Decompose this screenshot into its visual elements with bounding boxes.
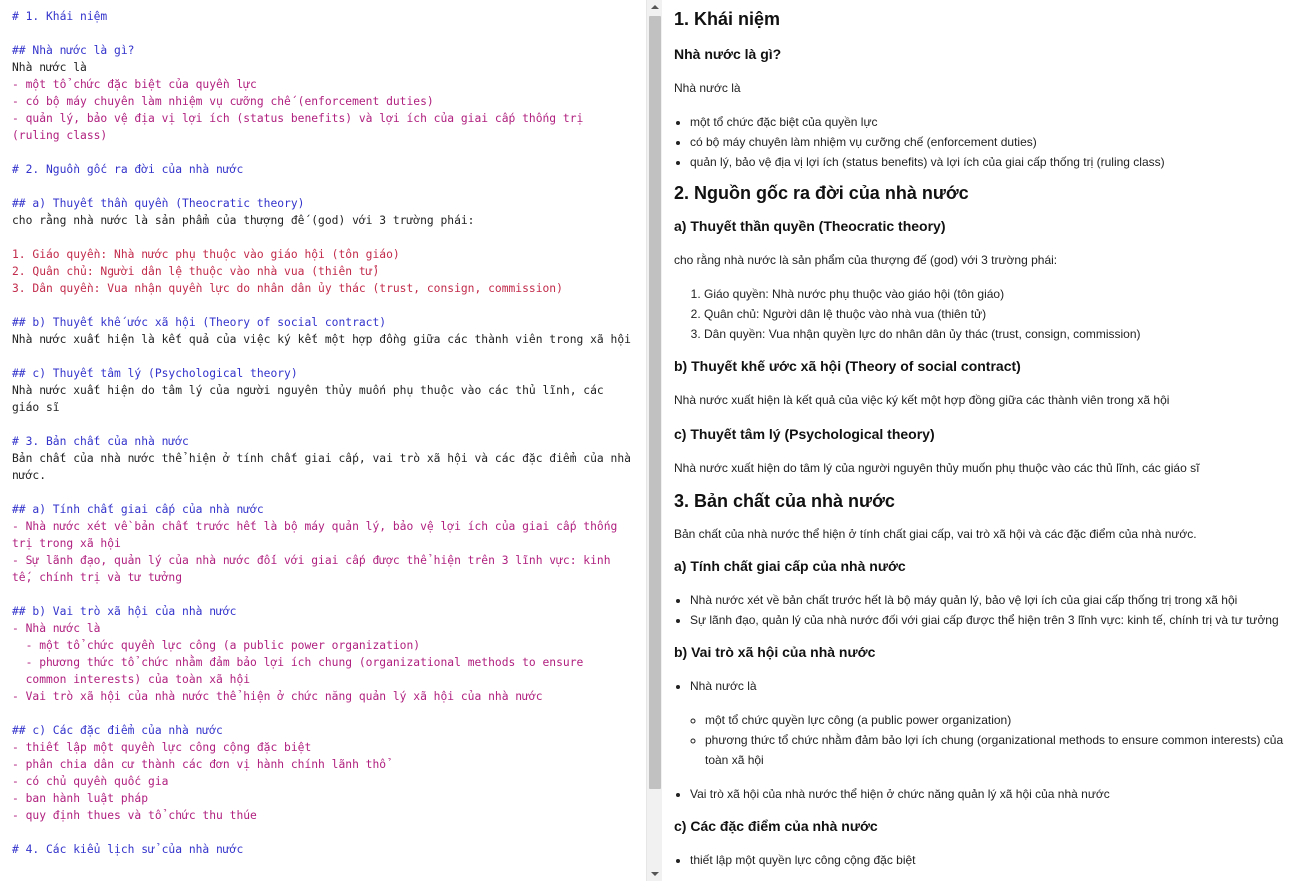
list-item: 1. Giáo quyền: Nhà nước phụ thuộc vào giáo hội (tôn giáo): [704, 284, 1296, 304]
editor-line[interactable]: - Nhà nước là: [12, 622, 101, 635]
preview-heading-2: a) Thuyết thần quyền (Theocratic theory): [674, 218, 946, 234]
triangle-up-icon: [651, 5, 659, 9]
markdown-editor[interactable]: [0, 0, 646, 881]
list-item: • Vai trò xã hội của nhà nước thể hiện ở chức năng quản lý xã hội của nhà nước: [690, 784, 1296, 804]
preview-sublist: [690, 710, 1296, 770]
editor-line[interactable]: - Nhà nước xét về bản chất trước hết là bộ máy quản lý, bảo vệ lợi ích của giai cấp thống trị trong xã hội: [12, 520, 625, 550]
list-item: • một tổ chức đặc biệt của quyền lực: [690, 112, 1296, 132]
list-item: ◦ một tổ chức quyền lực công (a public power organization): [705, 710, 1296, 730]
preview-paragraph: Nhà nước là: [674, 81, 741, 95]
preview-paragraph: Nhà nước xuất hiện là kết quả của việc ký kết một hợp đồng giữa các thành viên trong xã hội: [674, 393, 1170, 407]
markdown-preview: [664, 0, 1296, 881]
preview-heading-2: c) Thuyết tâm lý (Psychological theory): [674, 426, 935, 442]
list-item: • Sự lãnh đạo, quản lý của nhà nước đối với giai cấp được thể hiện trên 3 lĩnh vực: kinh tế, chính trị và tư tưởng: [690, 610, 1296, 630]
list-item: • Nhà nước xét về bản chất trước hết là bộ máy quản lý, bảo vệ lợi ích của giai cấp thống trị trong xã hội: [690, 590, 1296, 610]
editor-line[interactable]: [12, 25, 636, 42]
editor-line[interactable]: - Vai trò xã hội của nhà nước thể hiện ở chức năng quản lý xã hội của nhà nước: [12, 690, 543, 703]
editor-line[interactable]: - một tổ chức đặc biệt của quyền lực: [12, 78, 257, 91]
list-item: • thiết lập một quyền lực công cộng đặc biệt: [690, 850, 1296, 870]
list-item: 2. Quân chủ: Người dân lệ thuộc vào nhà vua (thiên tử): [704, 304, 1296, 324]
list-item: 3. Dân quyền: Vua nhận quyền lực do nhân dân ủy thác (trust, consign, commission): [704, 324, 1296, 344]
scrollbar-thumb[interactable]: [649, 16, 661, 789]
editor-line[interactable]: Nhà nước là: [12, 61, 87, 74]
editor-line[interactable]: - có chủ quyền quốc gia: [12, 775, 169, 788]
preview-ordered-list: [674, 284, 1296, 344]
editor-line[interactable]: [12, 348, 636, 365]
preview-heading-2: a) Tính chất giai cấp của nhà nước: [674, 558, 906, 574]
editor-line[interactable]: 3. Dân quyền: Vua nhận quyền lực do nhân dân ủy thác (trust, consign, commission): [12, 282, 563, 295]
editor-line[interactable]: - ban hành luật pháp: [12, 792, 149, 805]
preview-list: [674, 850, 1296, 870]
editor-line[interactable]: [12, 705, 636, 722]
editor-line[interactable]: ## b) Thuyết khế ước xã hội (Theory of social contract): [12, 316, 387, 329]
editor-line[interactable]: [12, 178, 636, 195]
list-item: ◦ phương thức tổ chức nhằm đảm bảo lợi ích chung (organizational methods to ensure common interests) của toàn xã hội: [705, 730, 1296, 770]
editor-line[interactable]: - một tổ chức quyền lực công (a public power organization): [12, 639, 421, 652]
editor-line[interactable]: ## Nhà nước là gì?: [12, 44, 135, 57]
preview-list: [674, 676, 1296, 804]
preview-heading-1: 1. Khái niệm: [674, 9, 781, 29]
editor-line[interactable]: # 3. Bản chất của nhà nước: [12, 435, 189, 448]
preview-heading-2: Nhà nước là gì?: [674, 46, 782, 62]
editor-scrollbar[interactable]: [646, 0, 662, 881]
editor-line[interactable]: - phân chia dân cư thành các đơn vị hành chính lãnh thổ: [12, 758, 387, 771]
editor-line[interactable]: - Sự lãnh đạo, quản lý của nhà nước đối với giai cấp được thể hiện trên 3 lĩnh vực: kinh tế, chính trị và tư tưởng: [12, 554, 618, 584]
editor-line[interactable]: [12, 824, 636, 841]
editor-line[interactable]: - quản lý, bảo vệ địa vị lợi ích (status benefits) và lợi ích của giai cấp thống trị (ruling class): [12, 112, 591, 142]
editor-line[interactable]: ## a) Thuyết thần quyền (Theocratic theory): [12, 197, 305, 210]
editor-line[interactable]: [12, 297, 636, 314]
preview-heading-2: b) Vai trò xã hội của nhà nước: [674, 644, 876, 660]
editor-line[interactable]: - thiết lập một quyền lực công cộng đặc biệt: [12, 741, 312, 754]
editor-line[interactable]: - quy định thues và tổ chức thu thúe: [12, 809, 257, 822]
editor-line[interactable]: # 1. Khái niệm: [12, 10, 108, 23]
editor-line[interactable]: [12, 484, 636, 501]
editor-line[interactable]: - có bộ máy chuyên làm nhiệm vụ cưỡng chế (enforcement duties): [12, 95, 434, 108]
editor-line[interactable]: - phương thức tổ chức nhằm đảm bảo lợi ích chung (organizational methods to ensure common interests) của toàn xã hội: [25, 656, 584, 686]
preview-heading-2: b) Thuyết khế ước xã hội (Theory of social contract): [674, 358, 1021, 374]
scroll-up-button[interactable]: [647, 0, 663, 14]
scroll-down-button[interactable]: [647, 867, 663, 881]
editor-line[interactable]: [12, 416, 636, 433]
editor-line[interactable]: ## b) Vai trò xã hội của nhà nước: [12, 605, 237, 618]
preview-heading-1: 2. Nguồn gốc ra đời của nhà nước: [674, 183, 969, 203]
editor-line[interactable]: ## c) Thuyết tâm lý (Psychological theory): [12, 367, 298, 380]
preview-list: [674, 112, 1296, 172]
editor-line[interactable]: [12, 586, 636, 603]
editor-line[interactable]: # 2. Nguồn gốc ra đời của nhà nước: [12, 163, 244, 176]
editor-line[interactable]: cho rằng nhà nước là sản phẩm của thượng đế (god) với 3 trường phái:: [12, 214, 475, 227]
editor-line[interactable]: Bản chất của nhà nước thể hiện ở tính chất giai cấp, vai trò xã hội và các đặc điểm của nhà nước.: [12, 452, 638, 482]
editor-line[interactable]: 2. Quân chủ: Người dân lệ thuộc vào nhà vua (thiên tử): [12, 265, 380, 278]
editor-line[interactable]: [12, 229, 636, 246]
editor-line[interactable]: ## a) Tính chất giai cấp của nhà nước: [12, 503, 264, 516]
editor-line[interactable]: # 4. Các kiểu lịch sử của nhà nước: [12, 843, 244, 856]
editor-line[interactable]: ## c) Các đặc điểm của nhà nước: [12, 724, 223, 737]
list-item: • quản lý, bảo vệ địa vị lợi ích (status benefits) và lợi ích của giai cấp thống trị (ruling class): [690, 152, 1296, 172]
preview-heading-1: 3. Bản chất của nhà nước: [674, 491, 895, 511]
preview-paragraph: Bản chất của nhà nước thể hiện ở tính chất giai cấp, vai trò xã hội và các đặc điểm của nhà nước.: [674, 527, 1197, 541]
preview-heading-2: c) Các đặc điểm của nhà nước: [674, 818, 878, 834]
preview-list: [674, 590, 1296, 630]
editor-line[interactable]: [12, 144, 636, 161]
list-item-label: Nhà nước là: [690, 679, 757, 693]
preview-paragraph: cho rằng nhà nước là sản phẩm của thượng đế (god) với 3 trường phái:: [674, 253, 1058, 267]
preview-paragraph: Nhà nước xuất hiện do tâm lý của người nguyên thủy muốn phụ thuộc vào các thủ lĩnh, các giáo sĩ: [674, 461, 1200, 475]
triangle-down-icon: [651, 872, 659, 876]
list-item: • có bộ máy chuyên làm nhiệm vụ cưỡng chế (enforcement duties): [690, 132, 1296, 152]
list-item: [690, 676, 1296, 770]
editor-line[interactable]: Nhà nước xuất hiện là kết quả của việc ký kết một hợp đồng giữa các thành viên trong xã hội: [12, 333, 631, 346]
editor-line[interactable]: 1. Giáo quyền: Nhà nước phụ thuộc vào giáo hội (tôn giáo): [12, 248, 400, 261]
editor-line[interactable]: Nhà nước xuất hiện do tâm lý của người nguyên thủy muốn phụ thuộc vào các thủ lĩnh, các giáo sĩ: [12, 384, 611, 414]
